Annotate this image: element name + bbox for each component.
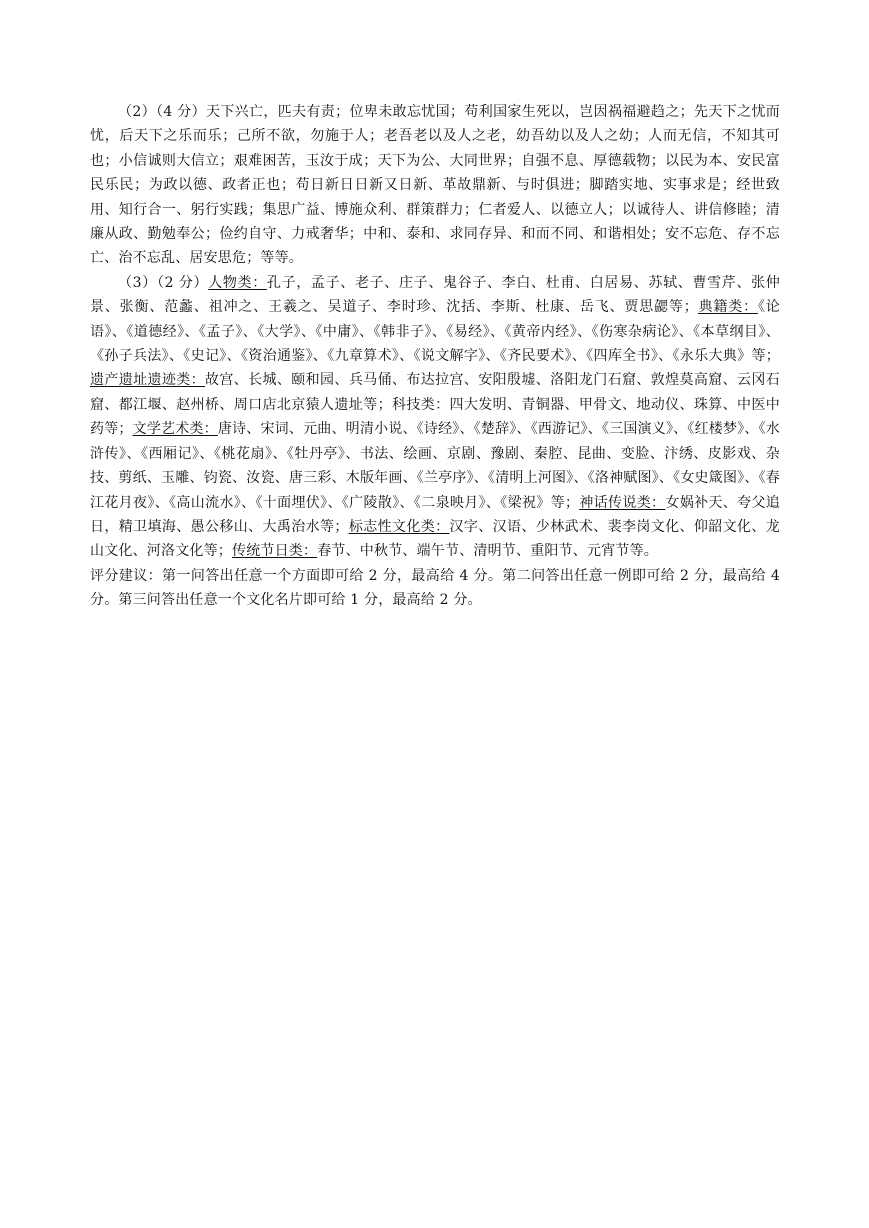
answer-part-3 — [90, 271, 780, 564]
category-text-literature-art: 唐诗、宋词、元曲、明清小说、《诗经》、《楚辞》、《西游记》、《三国演义》、《红楼梦》、《水浒传》、《西厢记》、《桃花扇》、《牡丹亭》、书法、绘画、京剧、豫剧、秦腔、昆曲、变脸、汴绣、皮影戏、杂技、剪纸、玉雕、钧瓷、汝瓷、唐三彩、木版年画、《兰亭序》、《清明上河图》、《洛神赋图》、《女史箴图》、《春江花月夜》、《高山流水》、《十面埋伏》、《广陵散》、《二泉映月》、《梁祝》等； — [90, 421, 780, 511]
part-3-score: （2 分） — [156, 274, 209, 291]
part-2-score: （4 分） — [155, 104, 206, 120]
part-2-number: （2） — [118, 104, 156, 120]
category-label-classics: 典籍类： — [697, 299, 758, 316]
document-page — [90, 100, 780, 613]
category-text-iconic-culture: 汉字、汉语、少林武术、裴李岗文化、仰韶文化、龙山文化、河洛文化等； — [90, 518, 780, 560]
category-text-classics: 《论语》、《道德经》、《孟子》、《大学》、《中庸》、《韩非子》、《易经》、《黄帝内经》、《伤寒杂病论》、《本草纲目》、《孙子兵法》、《史记》、《资治通鉴》、《九章算术》、《说文解字》、《齐民要术》、《四库全书》、《永乐大典》等； — [90, 299, 780, 365]
category-text-festivals: 春节、中秋节、端午节、清明节、重阳节、元宵节等。 — [317, 543, 659, 560]
category-text-heritage: 故宫、长城、颐和园、兵马俑、布达拉宫、安阳殷墟、洛阳龙门石窟、敦煌莫高窟、云冈石窟、都江堰、赵州桥、周口店北京猿人遗址等；科技类：四大发明、青铜器、甲骨文、地动仪、珠算、中医中药等； — [90, 372, 780, 438]
category-label-people: 人物类： — [208, 274, 267, 291]
category-text-people: 孔子，孟子、老子、庄子、鬼谷子、李白、杜甫、白居易、苏轼、曹雪芹、张仲景、张衡、范蠡、祖冲之、王羲之、吴道子、李时珍、沈括、李斯、杜康、岳飞、贾思勰等； — [90, 274, 781, 316]
scoring-suggestion — [90, 564, 780, 613]
category-label-literature-art: 文学艺术类： — [132, 421, 218, 438]
part-2-text: 天下兴亡，匹夫有责；位卑未敢忘忧国；苟利国家生死以，岂因祸福避趋之；先天下之忧而忧，后天下之乐而乐；己所不欲，勿施于人；老吾老以及人之老，幼吾幼以及人之幼；人而无信，不知其可也；小信诚则大信立；艰难困苦，玉汝于成；天下为公、大同世界；自强不息、厚德载物；以民为本、安民富民乐民；为政以德、政者正也；苟日新日日新又日新、革故鼎新、与时俱进；脚踏实地、实事求是；经世致用、知行合一、躬行实践；集思广益、博施众利、群策群力；仁者爱人、以德立人；以诚待人、讲信修睦；清廉从政、勤勉奉公；俭约自守、力戒奢华；中和、泰和、求同存异、和而不同、和谐相处；安不忘危、存不忘亡、治不忘乱、居安思危；等等。 — [90, 104, 781, 267]
category-text-mythology: 女娲补天、夸父追日，精卫填海、愚公移山、大禹治水等； — [90, 494, 780, 535]
category-label-mythology: 神话传说类： — [579, 494, 666, 511]
category-label-heritage: 遗产遗址遗迹类： — [90, 372, 206, 389]
scoring-text: 评分建议：第一问答出任意一个方面即可给 2 分，最高给 4 分。第二问答出任意一例即可给 2 分，最高给 4 分。第三问答出任意一个文化名片即可给 1 分，最高给 2 分。 — [90, 567, 780, 609]
category-label-iconic-culture: 标志性文化类： — [348, 518, 450, 535]
category-label-festivals: 传统节日类： — [232, 543, 318, 560]
answer-part-2 — [90, 100, 780, 271]
part-3-number: （3） — [118, 274, 157, 291]
